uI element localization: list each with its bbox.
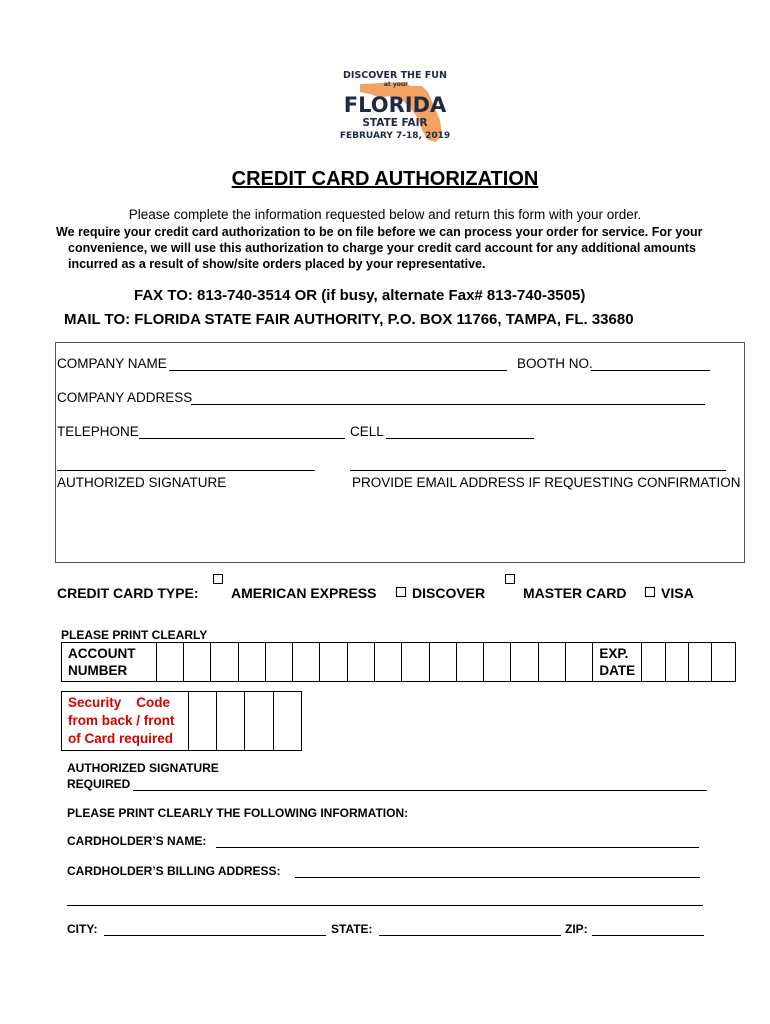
security-digit-box[interactable] [188,692,216,751]
account-digit-box[interactable] [211,643,238,682]
exp-date-label: EXP. DATE [593,643,642,682]
svg-text:FLORIDA: FLORIDA [343,93,447,117]
florida-state-fair-logo [330,56,460,146]
account-digit-box[interactable] [347,643,374,682]
notice-line-3: incurred as a result of show/site orders placed by your representative. [68,257,486,271]
cardholder-name-label: CARDHOLDER’S NAME: [67,834,207,848]
booth-no-field[interactable] [591,370,710,371]
mail-info: MAIL TO: FLORIDA STATE FAIR AUTHORITY, P.O. BOX 11766, TAMPA, FL. 33680 [64,311,634,328]
print-following-label: PLEASE PRINT CLEARLY THE FOLLOWING INFORMATION: [67,806,409,820]
company-name-field[interactable] [169,370,507,371]
discover-label: DISCOVER [412,585,486,601]
exp-digit-box[interactable] [712,643,736,682]
telephone-field[interactable] [139,438,345,439]
svg-text:at your: at your [383,81,409,88]
account-digit-box[interactable] [566,643,593,682]
notice-line-2: convenience, we will use this authorization to charge your credit card account for any additional amounts [68,241,696,255]
email-field[interactable] [350,470,726,471]
account-digit-box[interactable] [320,643,347,682]
account-digit-box[interactable] [456,643,483,682]
company-address-field[interactable] [191,404,705,405]
company-name-label: COMPANY NAME [57,356,167,371]
city-field[interactable] [104,935,326,936]
auth-signature-required-label-1: AUTHORIZED SIGNATURE [67,761,219,775]
security-digit-box[interactable] [273,692,301,751]
company-info-box [55,342,745,563]
svg-text:FEBRUARY 7-18, 2019: FEBRUARY 7-18, 2019 [339,131,451,141]
account-digit-box[interactable] [183,643,210,682]
billing-address-field[interactable] [295,877,700,878]
mastercard-checkbox[interactable] [505,574,515,584]
zip-field[interactable] [592,935,704,936]
account-digit-box[interactable] [402,643,429,682]
account-digit-box[interactable] [375,643,402,682]
authorized-signature-label: AUTHORIZED SIGNATURE [57,475,227,490]
billing-address-field-2[interactable] [67,905,703,906]
visa-checkbox[interactable] [645,587,655,597]
notice-line-1: We require your credit card authorization to be on file before we can process your order for service. For your [56,225,703,239]
account-number-grid [61,642,736,682]
page-title: CREDIT CARD AUTHORIZATION [231,168,539,190]
security-digit-box[interactable] [216,692,244,751]
authorized-signature-field[interactable] [57,470,315,471]
svg-text:DISCOVER THE FUN: DISCOVER THE FUN [343,70,447,81]
cardholder-name-field[interactable] [216,847,699,848]
account-digit-box[interactable] [238,643,265,682]
fax-info: FAX TO: 813-740-3514 OR (if busy, alternate Fax# 813-740-3505) [134,287,586,304]
security-code-label: Security Code from back / front of Card required [62,692,189,751]
print-clearly-label: PLEASE PRINT CLEARLY [61,628,208,642]
visa-label: VISA [661,585,694,601]
state-label: STATE: [331,922,373,936]
amex-label: AMERICAN EXPRESS [231,585,377,601]
security-code-grid [61,691,302,751]
account-digit-box[interactable] [538,643,565,682]
account-digit-box[interactable] [511,643,538,682]
account-number-label: ACCOUNT NUMBER [62,643,157,682]
auth-signature-required-field[interactable] [133,790,707,791]
booth-no-label: BOOTH NO. [517,356,593,371]
zip-label: ZIP: [565,922,588,936]
mastercard-label: MASTER CARD [523,585,627,601]
security-digit-box[interactable] [245,692,273,751]
cell-label: CELL [350,424,384,439]
exp-digit-box[interactable] [665,643,688,682]
company-address-label: COMPANY ADDRESS [57,390,193,405]
exp-digit-box[interactable] [642,643,665,682]
telephone-label: TELEPHONE [57,424,139,439]
exp-digit-box[interactable] [688,643,711,682]
state-field[interactable] [379,935,561,936]
amex-checkbox[interactable] [213,574,223,584]
cell-field[interactable] [386,438,534,439]
city-label: CITY: [67,922,98,936]
account-digit-box[interactable] [265,643,292,682]
account-digit-box[interactable] [156,643,183,682]
svg-text:STATE FAIR: STATE FAIR [362,117,428,129]
discover-checkbox[interactable] [396,587,406,597]
intro-text: Please complete the information requested below and return this form with your order. [128,207,642,222]
billing-address-label: CARDHOLDER’S BILLING ADDRESS: [67,864,281,878]
credit-card-type-label: CREDIT CARD TYPE: [57,585,199,601]
auth-signature-required-label-2: REQUIRED [67,777,131,791]
email-label: PROVIDE EMAIL ADDRESS IF REQUESTING CONFIRMATION [352,475,741,490]
account-digit-box[interactable] [293,643,320,682]
account-digit-box[interactable] [484,643,511,682]
account-digit-box[interactable] [429,643,456,682]
